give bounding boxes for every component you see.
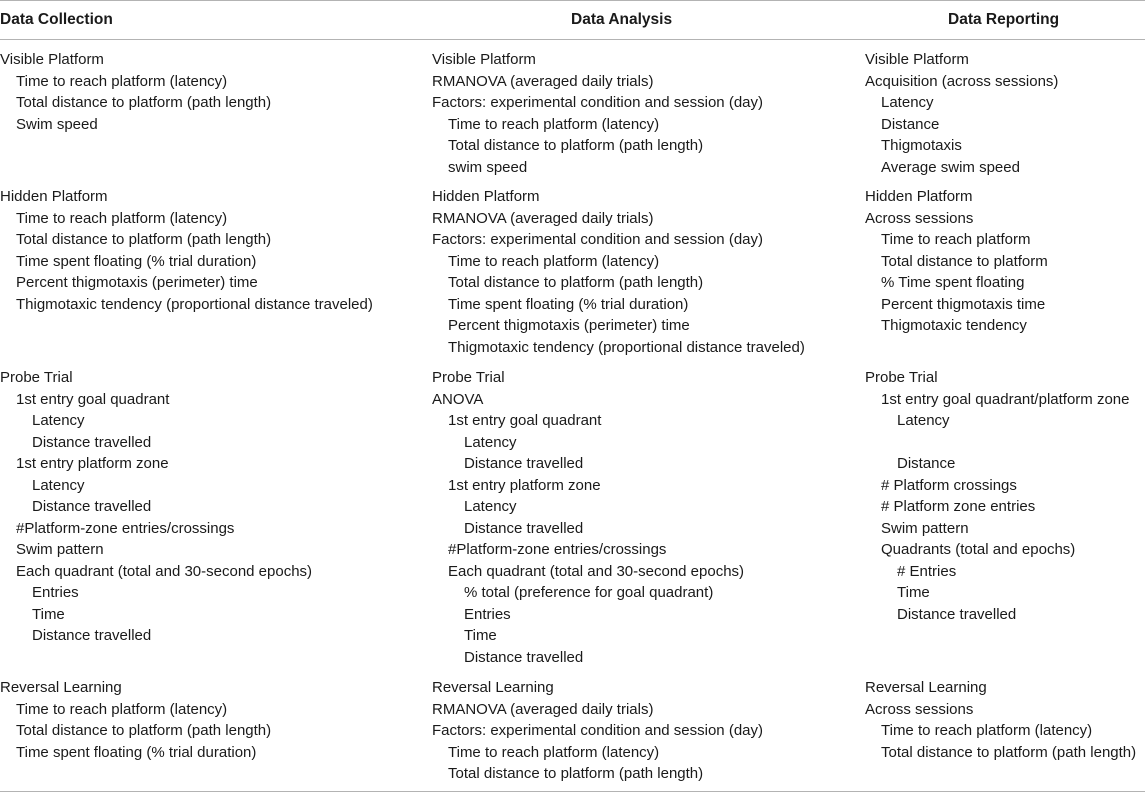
table-cell-line: Time spent floating (% trial duration) <box>448 295 689 313</box>
table-cell-line: Total distance to platform (path length) <box>16 94 272 111</box>
table-cell-line: Time <box>464 627 497 644</box>
table-cell-line: #Platform-zone entries/crossings <box>16 519 235 537</box>
table-cell-line: Time to reach platform (latency) <box>16 209 228 227</box>
table-cell-line: Distance <box>881 115 940 133</box>
table-cell-line: Visible Platform <box>0 51 104 68</box>
table-cell-line: Entries <box>32 584 79 601</box>
table-cell-line: Total distance to platform (path length) <box>16 231 272 248</box>
table-cell-line: Latency <box>464 433 517 451</box>
table-cell-line: Total distance to platform (path length) <box>448 765 704 782</box>
table-cell-line: # Platform crossings <box>881 476 1017 494</box>
table-cell-line: Total distance to platform <box>881 252 1048 270</box>
table-cell-line: Hidden Platform <box>0 188 108 205</box>
table-cell-line: RMANOVA (averaged daily trials) <box>432 700 654 718</box>
table-cell-line: # Entries <box>897 562 957 580</box>
section-hidden-platform <box>432 186 805 358</box>
table-cell-line: #Platform-zone entries/crossings <box>448 541 667 558</box>
table-cell-line: Visible Platform <box>432 51 536 68</box>
table-cell-line: Swim pattern <box>881 519 969 537</box>
table-cell-line: Distance travelled <box>897 605 1017 623</box>
section-reversal-learning <box>0 677 271 763</box>
table-cell-line: Reversal Learning <box>0 679 122 696</box>
table-cell-line: Reversal Learning <box>865 679 987 696</box>
section-probe-trial <box>865 367 1129 625</box>
table-cell-line: Entries <box>464 605 511 623</box>
table-cell-line: 1st entry platform zone <box>16 455 169 472</box>
section-visible-platform <box>0 49 271 135</box>
table-cell-line: Time spent floating (% trial duration) <box>16 252 257 270</box>
table-cell-line: Distance travelled <box>32 498 152 515</box>
table-cell-line: Hidden Platform <box>432 188 540 205</box>
table-cell-line: ANOVA <box>432 390 484 408</box>
section-reversal-learning <box>432 677 763 785</box>
table-cell-line: Across sessions <box>865 209 974 227</box>
table-cell-line: Quadrants (total and epochs) <box>881 541 1076 558</box>
section-probe-trial <box>432 367 744 668</box>
table-cell-line: Each quadrant (total and 30-second epochs) <box>448 562 745 580</box>
table-cell-line: Distance travelled <box>464 519 584 537</box>
table-cell-line: Time to reach platform <box>881 231 1031 248</box>
table-cell-line: Latency <box>32 476 85 494</box>
table-cell-line: Reversal Learning <box>432 679 554 696</box>
table-cell-line: 1st entry goal quadrant/platform zone <box>881 390 1130 408</box>
table-cell-line: Acquisition (across sessions) <box>865 72 1059 90</box>
section-reversal-learning <box>865 677 1136 763</box>
table-cell-line: Average swim speed <box>881 158 1020 176</box>
table-cell-line: Thigmotaxic tendency (proportional distance traveled) <box>16 295 373 313</box>
table-cell-line: Hidden Platform <box>865 188 973 205</box>
section-visible-platform <box>865 49 1058 178</box>
column-data-collection <box>0 0 425 793</box>
table-cell-line: Time spent floating (% trial duration) <box>16 743 257 761</box>
table-cell-line: Latency <box>881 94 934 111</box>
table-cell-line: Factors: experimental condition and session (day) <box>432 231 763 248</box>
table-cell-line: % total (preference for goal quadrant) <box>464 584 714 601</box>
table-cell-line: Time to reach platform (latency) <box>448 252 660 270</box>
column-data-reporting <box>865 0 1145 793</box>
table-cell-line: 1st entry goal quadrant <box>448 412 602 429</box>
table-cell-line: Each quadrant (total and 30-second epochs) <box>16 562 313 580</box>
table-cell-line: Distance travelled <box>464 648 584 666</box>
table-cell-line: Time <box>32 605 65 623</box>
table-cell-line: Percent thigmotaxis (perimeter) time <box>16 274 258 291</box>
table-cell-line: Latency <box>464 498 517 515</box>
section-probe-trial <box>0 367 312 647</box>
table-cell-line: Time <box>897 584 930 601</box>
header-data-analysis: Data Analysis <box>571 11 673 28</box>
table-cell-line: Thigmotaxic tendency (proportional distance traveled) <box>448 338 805 356</box>
table-cell-line: Thigmotaxic tendency <box>881 317 1027 334</box>
table-cell-line: Time to reach platform (latency) <box>448 115 660 133</box>
table-cell-line: Total distance to platform (path length) <box>881 743 1137 761</box>
table-cell-line: # Platform zone entries <box>881 498 1036 515</box>
blank-line <box>865 432 1129 454</box>
section-visible-platform <box>432 49 763 178</box>
table-cell-line: Across sessions <box>865 700 974 718</box>
table-cell-line: Latency <box>897 412 950 429</box>
table-cell-line: Latency <box>32 412 85 429</box>
table-cell-line: Time to reach platform (latency) <box>16 700 228 718</box>
table-cell-line: Total distance to platform (path length) <box>448 274 704 291</box>
table-cell-line: Factors: experimental condition and session (day) <box>432 722 763 739</box>
section-hidden-platform <box>0 186 373 315</box>
table-bottom-rule <box>0 791 1145 792</box>
table-cell-line: Visible Platform <box>865 51 969 68</box>
table-cell-line: Distance travelled <box>464 455 584 472</box>
table-cell-line: Thigmotaxis <box>881 137 962 154</box>
table-cell-line: 1st entry goal quadrant <box>16 390 170 408</box>
table-cell-line: Distance <box>897 455 956 472</box>
column-data-analysis <box>432 0 857 793</box>
table-cell-line: Time to reach platform (latency) <box>881 722 1093 739</box>
table-cell-line: Percent thigmotaxis time <box>881 295 1046 313</box>
table-cell-line: Percent thigmotaxis (perimeter) time <box>448 317 690 334</box>
table-cell-line: Total distance to platform (path length) <box>16 722 272 739</box>
table-cell-line: Factors: experimental condition and session (day) <box>432 94 763 111</box>
section-hidden-platform <box>865 186 1048 337</box>
table-cell-line: Total distance to platform (path length) <box>448 137 704 154</box>
table-cell-line: Probe Trial <box>432 369 505 386</box>
header-data-collection: Data Collection <box>0 11 113 28</box>
table-cell-line: Distance travelled <box>32 433 152 451</box>
table-cell-line: Probe Trial <box>0 369 73 386</box>
table-cell-line: Swim speed <box>16 115 98 133</box>
table-cell-line: Time to reach platform (latency) <box>448 743 660 761</box>
table-cell-line: RMANOVA (averaged daily trials) <box>432 72 654 90</box>
table-cell-line: 1st entry platform zone <box>448 476 601 494</box>
header-data-reporting: Data Reporting <box>948 11 1060 28</box>
table-cell-line: swim speed <box>448 158 528 176</box>
table-cell-line: Swim pattern <box>16 541 104 558</box>
table-cell-line: RMANOVA (averaged daily trials) <box>432 209 654 227</box>
table-cell-line: Distance travelled <box>32 627 152 644</box>
table-cell-line: % Time spent floating <box>881 274 1025 291</box>
table-cell-line: Probe Trial <box>865 369 938 386</box>
table-cell-line: Time to reach platform (latency) <box>16 72 228 90</box>
